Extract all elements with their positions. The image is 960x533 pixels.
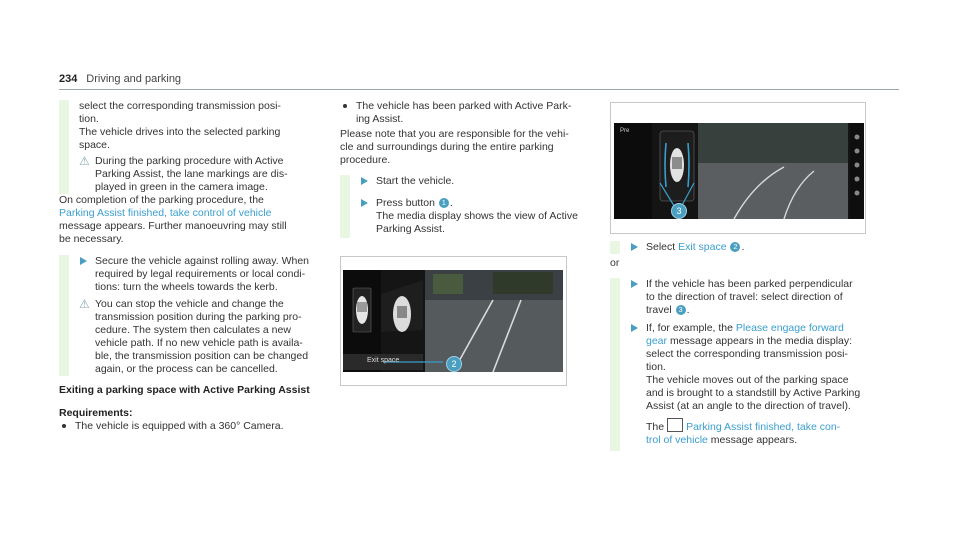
camera-view-illustration-2 — [614, 123, 864, 219]
figure-exit-space — [340, 256, 567, 386]
tip-note-2 — [79, 298, 329, 376]
figure-direction-select — [610, 102, 866, 234]
step-arrow-icon — [631, 324, 638, 332]
tip-text-2: You can stop the vehicle and change the transmission position during the parking pro- cedure. The system then calculates a new vehicle path. If no new vehicle path is availa- ble, the transmission position can be changed again, or the process can be cancelled. — [95, 298, 309, 375]
direction-steps — [610, 278, 872, 451]
continued-step — [59, 100, 329, 194]
or-text: or — [610, 257, 620, 269]
step-if2-post: message appears in the media display: select the corresponding transmission posi- tion. The vehicle moves out of the parking space and is brought to a standstill by Active Parking Assist (at an angle to the direction of travel). — [646, 335, 861, 412]
step-arrow-icon — [361, 199, 368, 207]
tip-note — [79, 155, 329, 194]
step-select-text — [646, 241, 872, 254]
step-arrow-icon — [631, 243, 638, 251]
requirement-text: The vehicle is equipped with a 360° Camera. — [75, 420, 284, 432]
info-tip-icon: ⚠ — [79, 154, 90, 168]
step-engage-text — [646, 322, 872, 413]
callout-2: 2 — [446, 356, 462, 372]
final-message-text — [646, 418, 872, 447]
step-press-post: . — [449, 197, 453, 209]
requirements-title: Requirements: — [59, 407, 133, 419]
step-start-text: Start the vehicle. — [376, 175, 455, 187]
responsibility-note: Please note that you are responsible for the vehi- cle and surroundings during the entire parking procedure. — [340, 128, 569, 166]
engage-gear-message: Please engage forward gear — [646, 322, 844, 347]
step-if1-post: . — [686, 304, 690, 316]
step-secure — [79, 255, 329, 294]
completion-post: message appears. Further manoeuvring may still be necessary. — [59, 220, 287, 245]
column-1 — [59, 100, 329, 433]
step-press — [360, 197, 602, 236]
step-engage-gear — [630, 322, 872, 447]
column-3 — [610, 241, 872, 451]
intro-text-2: The vehicle drives into the selected parking space. — [79, 126, 281, 151]
completion-text — [59, 194, 329, 246]
step-arrow-icon — [80, 257, 87, 265]
final-pre: The — [646, 421, 665, 433]
exit-space-link: Exit space — [678, 241, 727, 253]
requirement-item — [59, 420, 329, 433]
start-steps — [340, 175, 602, 238]
section-title: Exiting a parking space with Active Parking Assist — [59, 384, 310, 396]
step-press-pre: Press button — [376, 197, 435, 209]
parking-assist-icon — [667, 418, 683, 432]
final-message: Parking Assist finished, take con- trol of vehicle — [646, 421, 841, 446]
step-perpendicular-text — [646, 278, 872, 317]
media-display-screen-2 — [614, 123, 864, 219]
bullet-parked — [340, 100, 602, 126]
completion-message: Parking Assist finished, take control of vehicle — [59, 207, 272, 219]
step-start — [360, 175, 602, 188]
column-2 — [340, 100, 602, 238]
select-step — [610, 241, 872, 254]
step-press-line2: The media display shows the view of Active Parking Assist. — [376, 210, 578, 235]
page-number: 234 — [59, 73, 78, 85]
callout-3: 3 — [671, 203, 687, 219]
step-arrow-icon — [631, 280, 638, 288]
step-secure-text: Secure the vehicle against rolling away. When required by legal requirements or local condi- tions: turn the wheels towards the kerb. — [95, 255, 310, 293]
step-if2-pre: If, for example, the — [646, 322, 733, 334]
bullet-parked-text: The vehicle has been parked with Active Park- ing Assist. — [356, 100, 572, 125]
secure-step — [59, 255, 329, 376]
step-if1-text: If the vehicle has been parked perpendicular to the direction of travel: select direction of travel — [646, 278, 853, 316]
callout-3-inline: 3 — [676, 305, 686, 315]
completion-pre: On completion of the parking procedure, the — [59, 194, 264, 206]
step-perpendicular — [630, 278, 872, 317]
exit-space-label: Exit space — [367, 357, 400, 364]
step-select — [630, 241, 872, 254]
tip-text: During the parking procedure with Active Parking Assist, the lane markings are dis- played in green in the camera image. — [95, 155, 288, 193]
media-display-screen — [343, 270, 563, 372]
intro-text: select the corresponding transmission posi- tion. — [79, 100, 281, 125]
callout-1: 1 — [439, 198, 449, 208]
chapter-title: Driving and parking — [86, 73, 182, 85]
page-header — [59, 73, 899, 90]
callout-2-inline: 2 — [730, 242, 740, 252]
step-press-text — [376, 197, 602, 210]
final-post: message appears. — [710, 434, 798, 446]
step-select-pre: Select — [646, 241, 676, 253]
step-arrow-icon — [361, 177, 368, 185]
step-select-post: . — [741, 241, 745, 253]
pre-label: Pre — [620, 128, 630, 134]
info-tip-icon: ⚠ — [79, 297, 90, 311]
